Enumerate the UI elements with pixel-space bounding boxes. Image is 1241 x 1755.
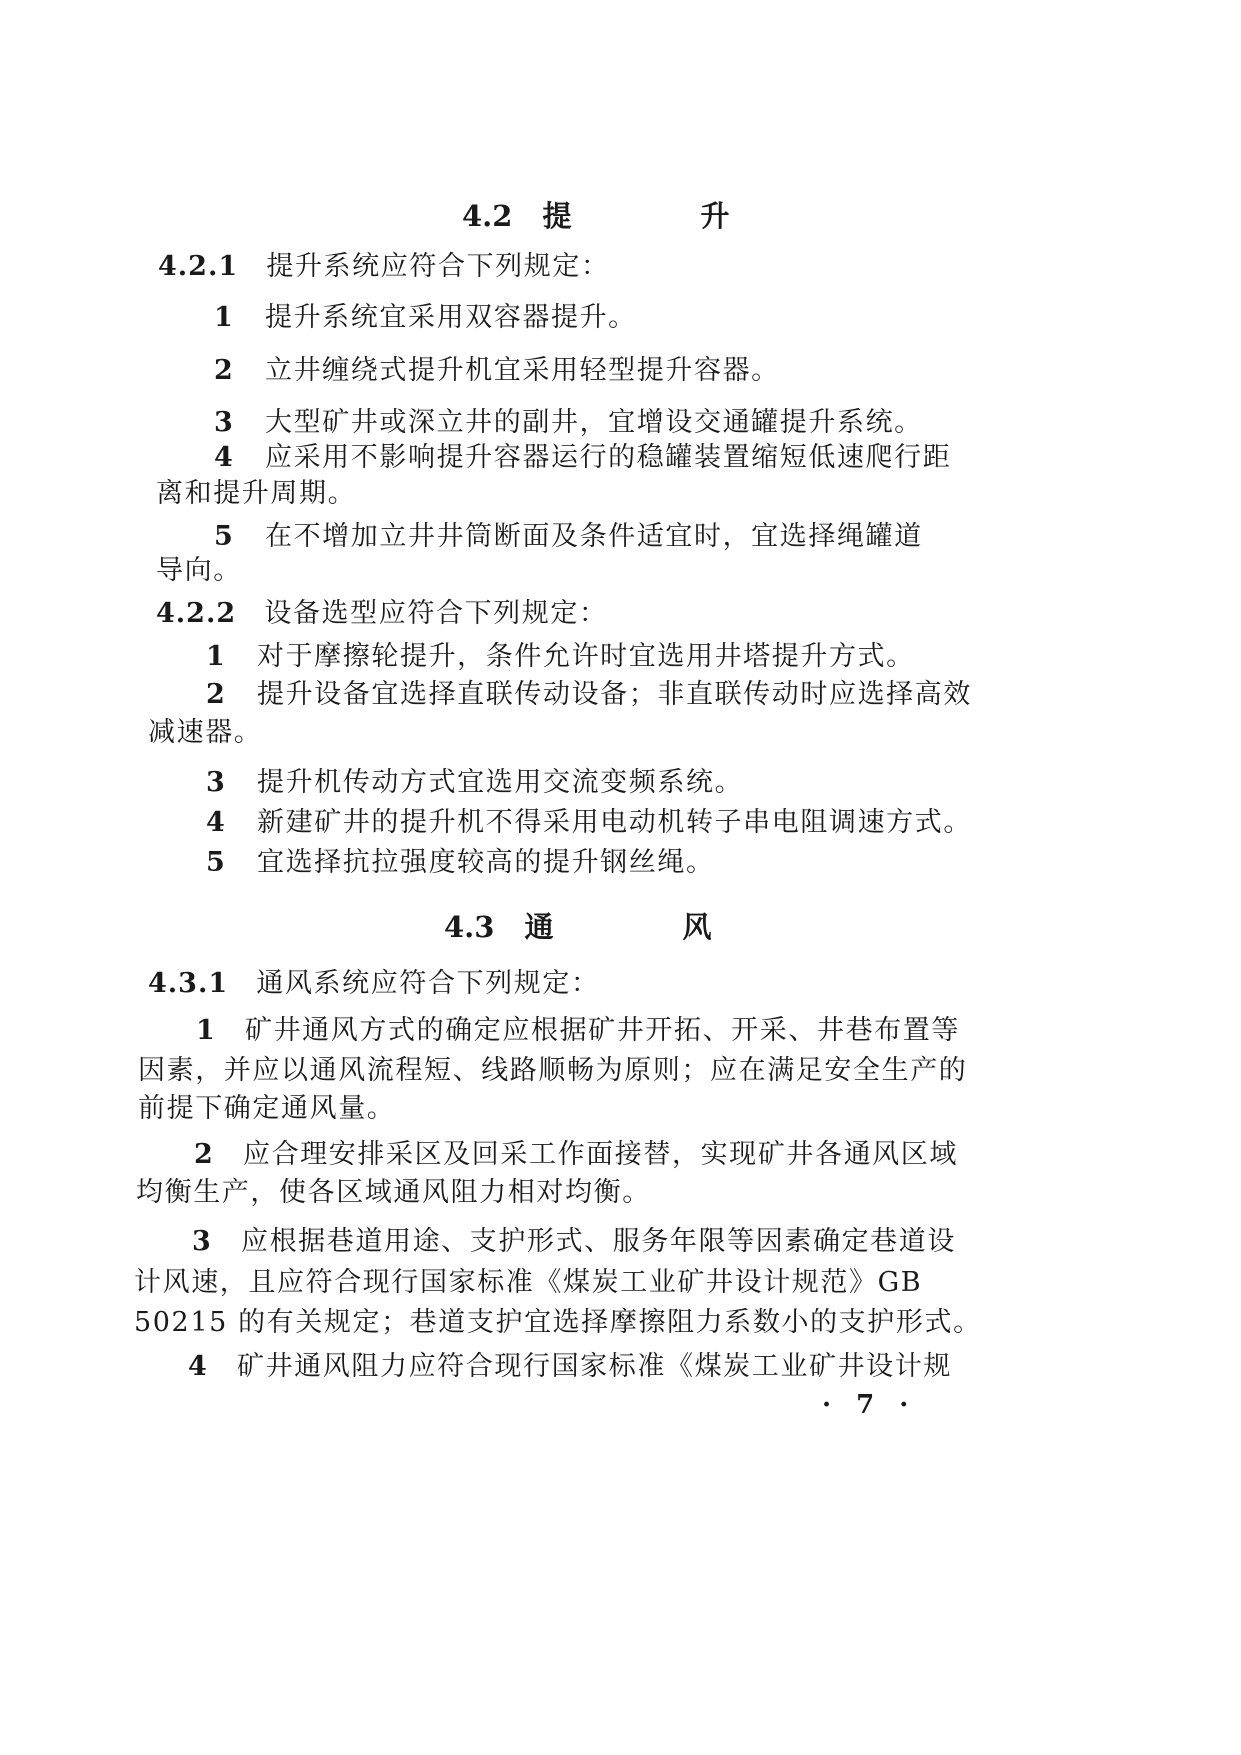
section-number: 4.2 (462, 199, 513, 233)
list-item (206, 846, 715, 880)
item-number: 3 (206, 767, 225, 798)
section-number: 4.3 (444, 910, 495, 944)
section-heading-4-2 (462, 198, 779, 234)
list-item (192, 1225, 956, 1259)
list-item (214, 441, 951, 475)
clause-4-2-2 (156, 597, 608, 631)
section-heading-4-3 (444, 909, 761, 945)
list-item (214, 406, 923, 440)
item-text: 提升系统宜采用双容器提升。 (264, 302, 637, 333)
item-text: 大型矿井或深立井的副井，宜增设交通罐提升系统。 (264, 407, 923, 438)
clause-number: 4.2.1 (158, 251, 239, 282)
clause-number: 4.2.2 (156, 598, 237, 629)
list-item (214, 301, 637, 335)
list-item-continuation: 因素，并应以通风流程短、线路顺畅为原则；应在满足安全生产的 (138, 1055, 968, 1086)
item-text: 矿井通风方式的确定应根据矿井开拓、开采、井巷布置等 (244, 1015, 960, 1046)
item-text: 对于摩擦轮提升，条件允许时宜选用井塔提升方式。 (256, 641, 915, 672)
list-item-continuation: 50215 的有关规定；巷道支护宜选择摩擦阻力系数小的支护形式。 (134, 1307, 982, 1338)
item-number: 5 (214, 521, 233, 552)
item-text: 应采用不影响提升容器运行的稳罐装置缩短低速爬行距 (264, 442, 952, 473)
item-text: 在不增加立井井筒断面及条件适宜时，宜选择绳罐道 (264, 521, 923, 552)
item-text: 新建矿井的提升机不得采用电动机转子串电阻调速方式。 (256, 807, 972, 838)
list-item (214, 354, 780, 388)
clause-4-3-1 (148, 967, 600, 1001)
list-item (188, 1350, 952, 1384)
list-item-continuation: 均衡生产，使各区域通风阻力相对均衡。 (136, 1177, 651, 1208)
clause-text: 提升系统应符合下列规定： (266, 251, 610, 282)
item-text: 应合理安排采区及回采工作面接替，实现矿井各通风区域 (242, 1139, 958, 1170)
item-number: 4 (214, 442, 233, 473)
item-number: 1 (214, 302, 233, 333)
item-number: 1 (206, 641, 225, 672)
item-text: 提升机传动方式宜选用交流变频系统。 (256, 767, 744, 798)
item-number: 2 (214, 355, 233, 386)
section-title: 通 风 (524, 910, 762, 944)
item-text: 立井缠绕式提升机宜采用轻型提升容器。 (264, 355, 780, 386)
item-number: 4 (206, 807, 225, 838)
page-number: · 7 · (822, 1390, 917, 1420)
list-item (194, 1138, 958, 1172)
item-text: 应根据巷道用途、支护形式、服务年限等因素确定巷道设 (240, 1226, 956, 1257)
item-number: 5 (206, 847, 225, 878)
list-item (214, 520, 923, 554)
list-item (206, 678, 972, 712)
clause-text: 通风系统应符合下列规定： (256, 968, 600, 999)
list-item-continuation: 减速器。 (148, 717, 263, 748)
list-item (196, 1014, 960, 1048)
clause-4-2-1 (158, 250, 610, 284)
list-item-continuation: 离和提升周期。 (156, 478, 357, 509)
clause-text: 设备选型应符合下列规定： (264, 598, 608, 629)
list-item-continuation: 计风速，且应符合现行国家标准《煤炭工业矿井设计规范》GB (134, 1267, 923, 1298)
clause-number: 4.3.1 (148, 968, 229, 999)
item-number: 2 (206, 679, 225, 710)
item-text: 提升设备宜选择直联传动设备；非直联传动时应选择高效 (256, 679, 972, 710)
list-item-continuation: 导向。 (156, 555, 242, 586)
list-item-continuation: 前提下确定通风量。 (138, 1093, 396, 1124)
section-title: 提 升 (542, 199, 780, 233)
item-number: 4 (188, 1351, 207, 1382)
item-number: 3 (192, 1226, 211, 1257)
item-text: 宜选择抗拉强度较高的提升钢丝绳。 (256, 847, 715, 878)
item-text: 矿井通风阻力应符合现行国家标准《煤炭工业矿井设计规 (236, 1351, 952, 1382)
item-number: 1 (196, 1015, 215, 1046)
item-number: 2 (194, 1139, 213, 1170)
list-item (206, 806, 972, 840)
list-item (206, 640, 915, 674)
list-item (206, 766, 743, 800)
item-number: 3 (214, 407, 233, 438)
